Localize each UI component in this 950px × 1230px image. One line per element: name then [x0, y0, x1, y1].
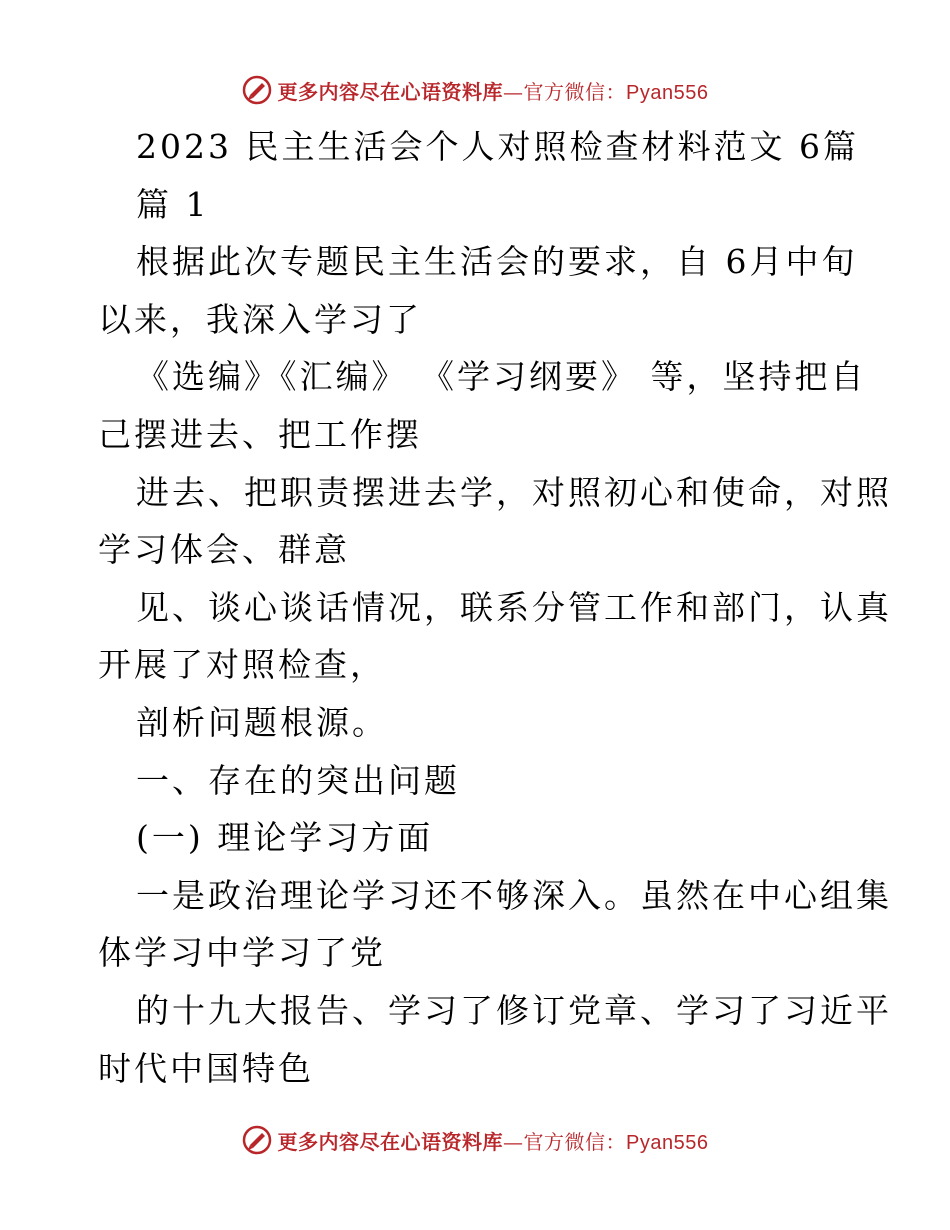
section-heading: 一、存在的突出问题: [136, 760, 460, 800]
brand-logo-icon: [242, 1125, 272, 1155]
footer-separator: —: [503, 1129, 524, 1154]
section-heading: 篇 1: [136, 184, 210, 224]
page-footer: [0, 1120, 950, 1160]
paragraph-line: 剖析问题根源。: [136, 702, 388, 742]
footer-brand: 更多内容尽在心语资料库: [277, 1129, 504, 1154]
paragraph-line: 己摆进去、把工作摆: [98, 414, 422, 454]
footer-text: [278, 1126, 709, 1155]
header-brand: 更多内容尽在心语资料库: [277, 79, 504, 104]
header-wechat: 官方微信：Pyan556: [523, 81, 709, 104]
paragraph-line: 一是政治理论学习还不够深入。虽然在中心组集: [136, 875, 892, 915]
header-text: [278, 76, 709, 105]
paragraph-line: 的十九大报告、学习了修订党章、学习了习近平: [136, 990, 892, 1030]
paragraph-line: 进去、把职责摆进去学，对照初心和使命，对照: [136, 472, 892, 512]
paragraph-line: 《选编》《汇编》 《学习纲要》 等，坚持把自: [136, 357, 867, 397]
document-body: [98, 118, 892, 1097]
paragraph-line: 根据此次专题民主生活会的要求，自 6月中旬: [136, 242, 858, 282]
document-title: 2023 民主生活会个人对照检查材料范文 6篇: [136, 127, 859, 166]
page-header: [0, 70, 950, 110]
paragraph-line: 体学习中学习了党: [98, 933, 386, 973]
brand-logo-icon: [242, 75, 272, 105]
paragraph-line: 学习体会、群意: [98, 530, 350, 570]
paragraph-line: 以来，我深入学习了: [98, 299, 422, 339]
paragraph-line: 见、谈心谈话情况，联系分管工作和部门，认真: [136, 587, 892, 627]
footer-wechat: 官方微信：Pyan556: [523, 1131, 709, 1154]
subsection-heading: (一) 理论学习方面: [136, 818, 434, 858]
paragraph-line: 时代中国特色: [98, 1048, 314, 1088]
header-separator: —: [503, 79, 524, 104]
paragraph-line: 开展了对照检查，: [98, 645, 386, 685]
